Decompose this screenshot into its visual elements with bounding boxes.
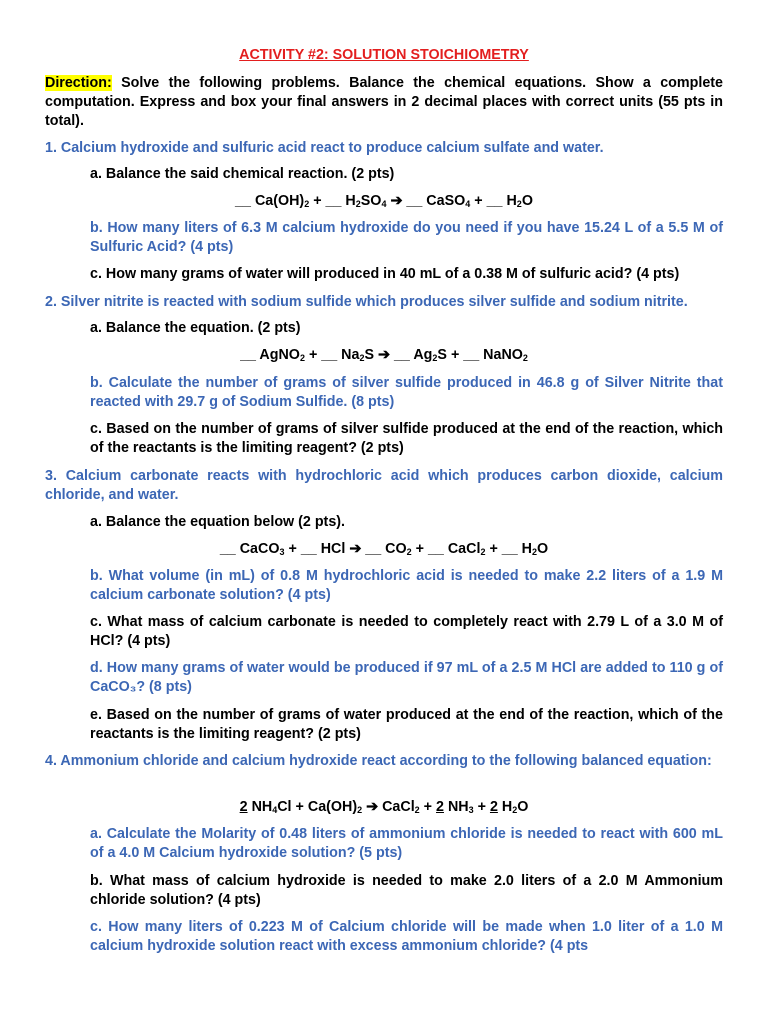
direction-paragraph [45, 74, 723, 131]
q1-prompt: 1. Calcium hydroxide and sulfuric acid react to produce calcium sulfate and water. [45, 140, 604, 156]
q1-part-a: a. Balance the said chemical reaction. (2 pts) [90, 166, 395, 182]
equation-2: __ AgNO$_2$ + __ $Na_2S$ ➔ __ $Ag_2S$ + __ NaNO$_2$ [240, 347, 528, 363]
q4-part-b: b. What mass of calcium hydroxide is needed to make 2.0 liters of a 2.0 M Ammonium chloride solution? (4 pts) [90, 873, 723, 908]
q4-part-a: a. Calculate the Molarity of 0.48 liters of ammonium chloride is needed to react with 600 mL of a 4.0 M Calcium hydroxide solution? (5 pts) [90, 826, 723, 861]
direction-label: Direction: [45, 75, 112, 91]
page-title: ACTIVITY #2: SOLUTION STOICHIOMETRY [239, 47, 529, 63]
arrow-icon: ➔ [390, 193, 403, 209]
arrow-icon: ➔ [349, 541, 362, 557]
q4-part-c: c. How many liters of 0.223 M of Calcium chloride will be made when 1.0 liter of a 1.0 M calcium hydroxide solution react with excess ammonium chloride? (4 pts [90, 919, 723, 954]
q2-prompt: 2. Silver nitrite is reacted with sodium sulfide which produces silver sulfide and sodium nitrite. [45, 294, 688, 310]
arrow-icon: ➔ [378, 347, 390, 363]
direction-text: Solve the following problems. Balance the chemical equations. Show a complete computation. Express and box your final answers in 2 decimal places with correct units (55 pts in total). [45, 75, 723, 129]
q1-part-b: b. How many liters of 6.3 M calcium hydroxide do you need if you have 15.24 L of a 5.5 M of Sulfuric Acid? (4 pts) [90, 220, 723, 255]
q4-prompt: 4. Ammonium chloride and calcium hydroxide react according to the following balanced equation: [45, 753, 712, 769]
arrow-icon: ➔ [366, 799, 379, 815]
q3-part-b: b. What volume (in mL) of 0.8 M hydrochloric acid is needed to make 2.2 liters of a 1.9 M calcium carbonate solution? (4 pts) [90, 568, 723, 603]
q3-prompt: 3. Calcium carbonate reacts with hydrochloric acid which produces carbon dioxide, calcium chloride, and water. [45, 468, 723, 503]
equation-4: 2 $NH_4Cl + Ca(OH)_2$ ➔ CaCl$_2$ + 2 $NH_3 + 2$ $H_2O$ [239, 799, 529, 815]
q3-part-d: d. How many grams of water would be produced if 97 mL of a 2.5 M HCl are added to 110 g of CaCO₃? (8 pts) [90, 660, 723, 695]
q1-part-c: c. How many grams of water will produced in 40 mL of a 0.38 M of sulfuric acid? (4 pts) [90, 266, 680, 282]
q3-part-a: a. Balance the equation below (2 pts). [90, 514, 346, 530]
q3-part-e: e. Based on the number of grams of water produced at the end of the reaction, which of the reactants is the limiting reagent? (2 pts) [90, 707, 723, 742]
q3-part-c: c. What mass of calcium carbonate is needed to completely react with 2.79 L of a 3.0 M of HCl? (4 pts) [90, 614, 723, 649]
equation-3: __ CaCO$_3$ + __ HCl ➔ __ $CO_2$ + __ CaCl$_2$ + __ $H_2O$ [219, 541, 549, 557]
q2-part-c: c. Based on the number of grams of silver sulfide produced at the end of the reaction, which of the reactants is the limiting reagent? (2 pts) [90, 421, 723, 456]
q2-part-a: a. Balance the equation. (2 pts) [90, 320, 301, 336]
equation-1: __ $Ca(OH)_2$ + __ $H_2SO_4$ ➔ __ CaSO$_4$ + __ $H_2O$ [235, 193, 533, 209]
q2-part-b: b. Calculate the number of grams of silver sulfide produced in 46.8 g of Silver Nitrite that reacted with 29.7 g of Sodium Sulfide. (8 pts) [90, 375, 723, 410]
